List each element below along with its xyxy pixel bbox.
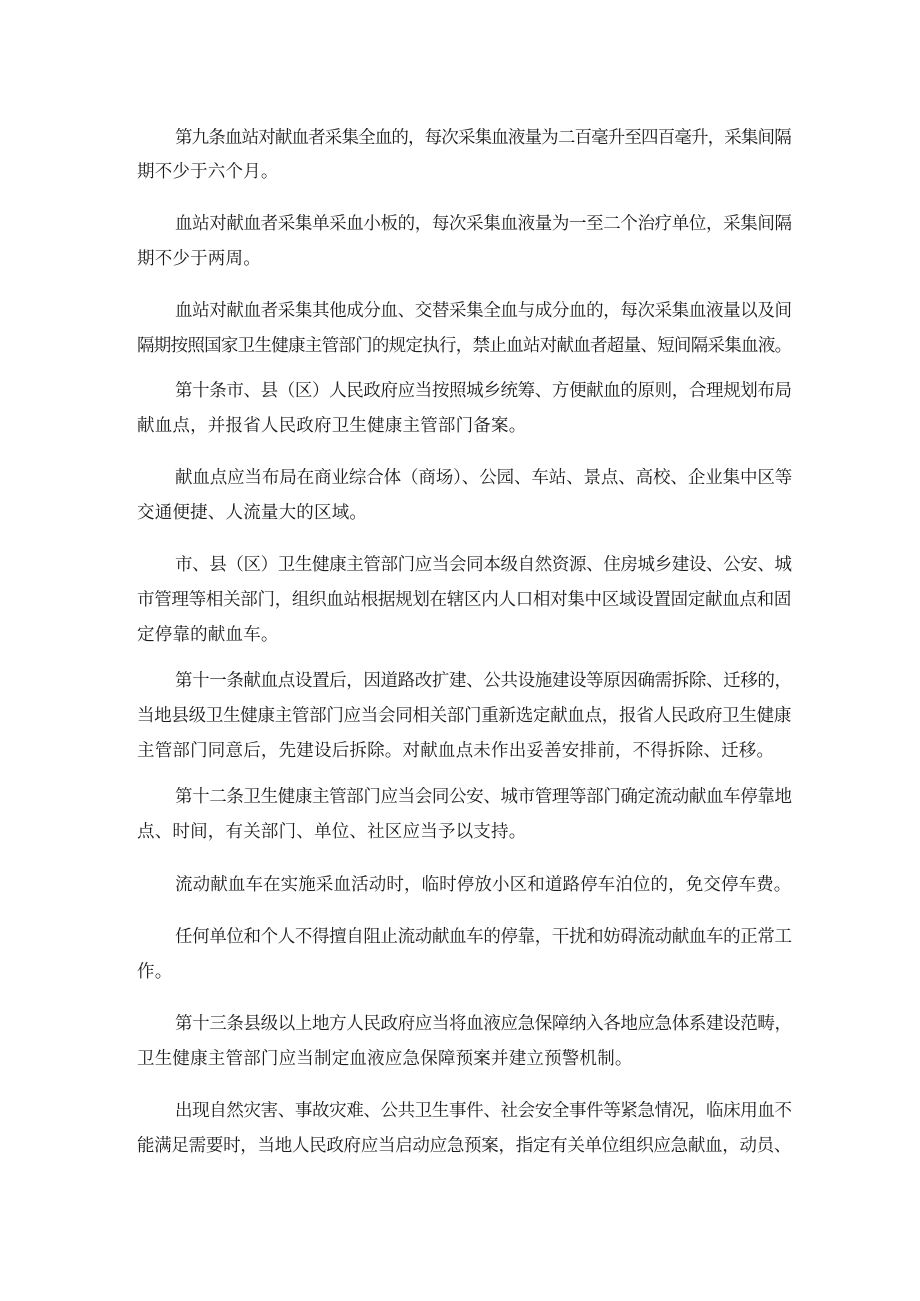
paragraph-line: 第十一条献血点设置后，因道路改扩建、公共设施建设等原因确需拆除、迁移的， xyxy=(175,671,792,691)
paragraph-line: 当地县级卫生健康主管部门应当会同相关部门重新选定献血点，报省人民政府卫生健康 xyxy=(137,706,792,726)
paragraph-line: 任何单位和个人不得擅自阻止流动献血车的停靠，干扰和妨碍流动献血车的正常工 xyxy=(175,927,792,947)
paragraph-line: 期不少于两周。 xyxy=(137,249,261,269)
paragraph-line: 血站对献血者采集单采血小板的，每次采集血液量为一至二个治疗单位，采集间隔 xyxy=(175,214,792,234)
paragraph-line: 点、时间，有关部门、单位、社区应当予以支持。 xyxy=(137,822,527,842)
paragraph-line: 第十三条县级以上地方人民政府应当将血液应急保障纳入各地应急体系建设范畴， xyxy=(175,1014,792,1034)
paragraph-line: 作。 xyxy=(137,962,173,982)
paragraph-line: 第九条血站对献血者采集全血的，每次采集血液量为二百毫升至四百毫升，采集间隔 xyxy=(175,128,791,148)
paragraph-line: 期不少于六个月。 xyxy=(137,162,279,182)
paragraph-line: 流动献血车在实施采血活动时，临时停放小区和道路停车泊位的，免交停车费。 xyxy=(175,875,792,895)
paragraph-line: 第十二条卫生健康主管部门应当会同公安、城市管理等部门确定流动献血车停靠地 xyxy=(175,787,792,807)
paragraph-line: 交通便捷、人流量大的区域。 xyxy=(137,503,368,523)
paragraph-line: 定停靠的献血车。 xyxy=(137,625,279,645)
paragraph-line: 卫生健康主管部门应当制定血液应急保障预案并建立预警机制。 xyxy=(137,1049,633,1069)
paragraph-line: 献血点，并报省人民政府卫生健康主管部门备案。 xyxy=(137,416,527,436)
paragraph-line: 献血点应当布局在商业综合体（商场）、公园、车站、景点、高校、企业集中区等 xyxy=(175,468,793,488)
paragraph-line: 主管部门同意后，先建设后拆除。对献血点未作出妥善安排前，不得拆除、迁移。 xyxy=(137,741,775,761)
paragraph-line: 第十条市、县（区）人民政府应当按照城乡统筹、方便献血的原则，合理规划布局 xyxy=(175,381,792,401)
paragraph-line: 市管理等相关部门，组织血站根据规划在辖区内人口相对集中区域设置固定献血点和固 xyxy=(137,590,792,610)
paragraph-line: 隔期按照国家卫生健康主管部门的规定执行，禁止血站对献血者超量、短间隔采集血液。 xyxy=(137,336,792,356)
paragraph-line: 血站对献血者采集其他成分血、交替采集全血与成分血的，每次采集血液量以及间 xyxy=(175,301,792,321)
paragraph-line: 能满足需要时，当地人民政府应当启动应急预案，指定有关单位组织应急献血，动员、 xyxy=(137,1136,792,1156)
paragraph-line: 出现自然灾害、事故灾难、公共卫生事件、社会安全事件等紧急情况，临床用血不 xyxy=(175,1101,792,1121)
paragraph-line: 市、县（区）卫生健康主管部门应当会同本级自然资源、住房城乡建设、公安、城 xyxy=(175,555,792,575)
